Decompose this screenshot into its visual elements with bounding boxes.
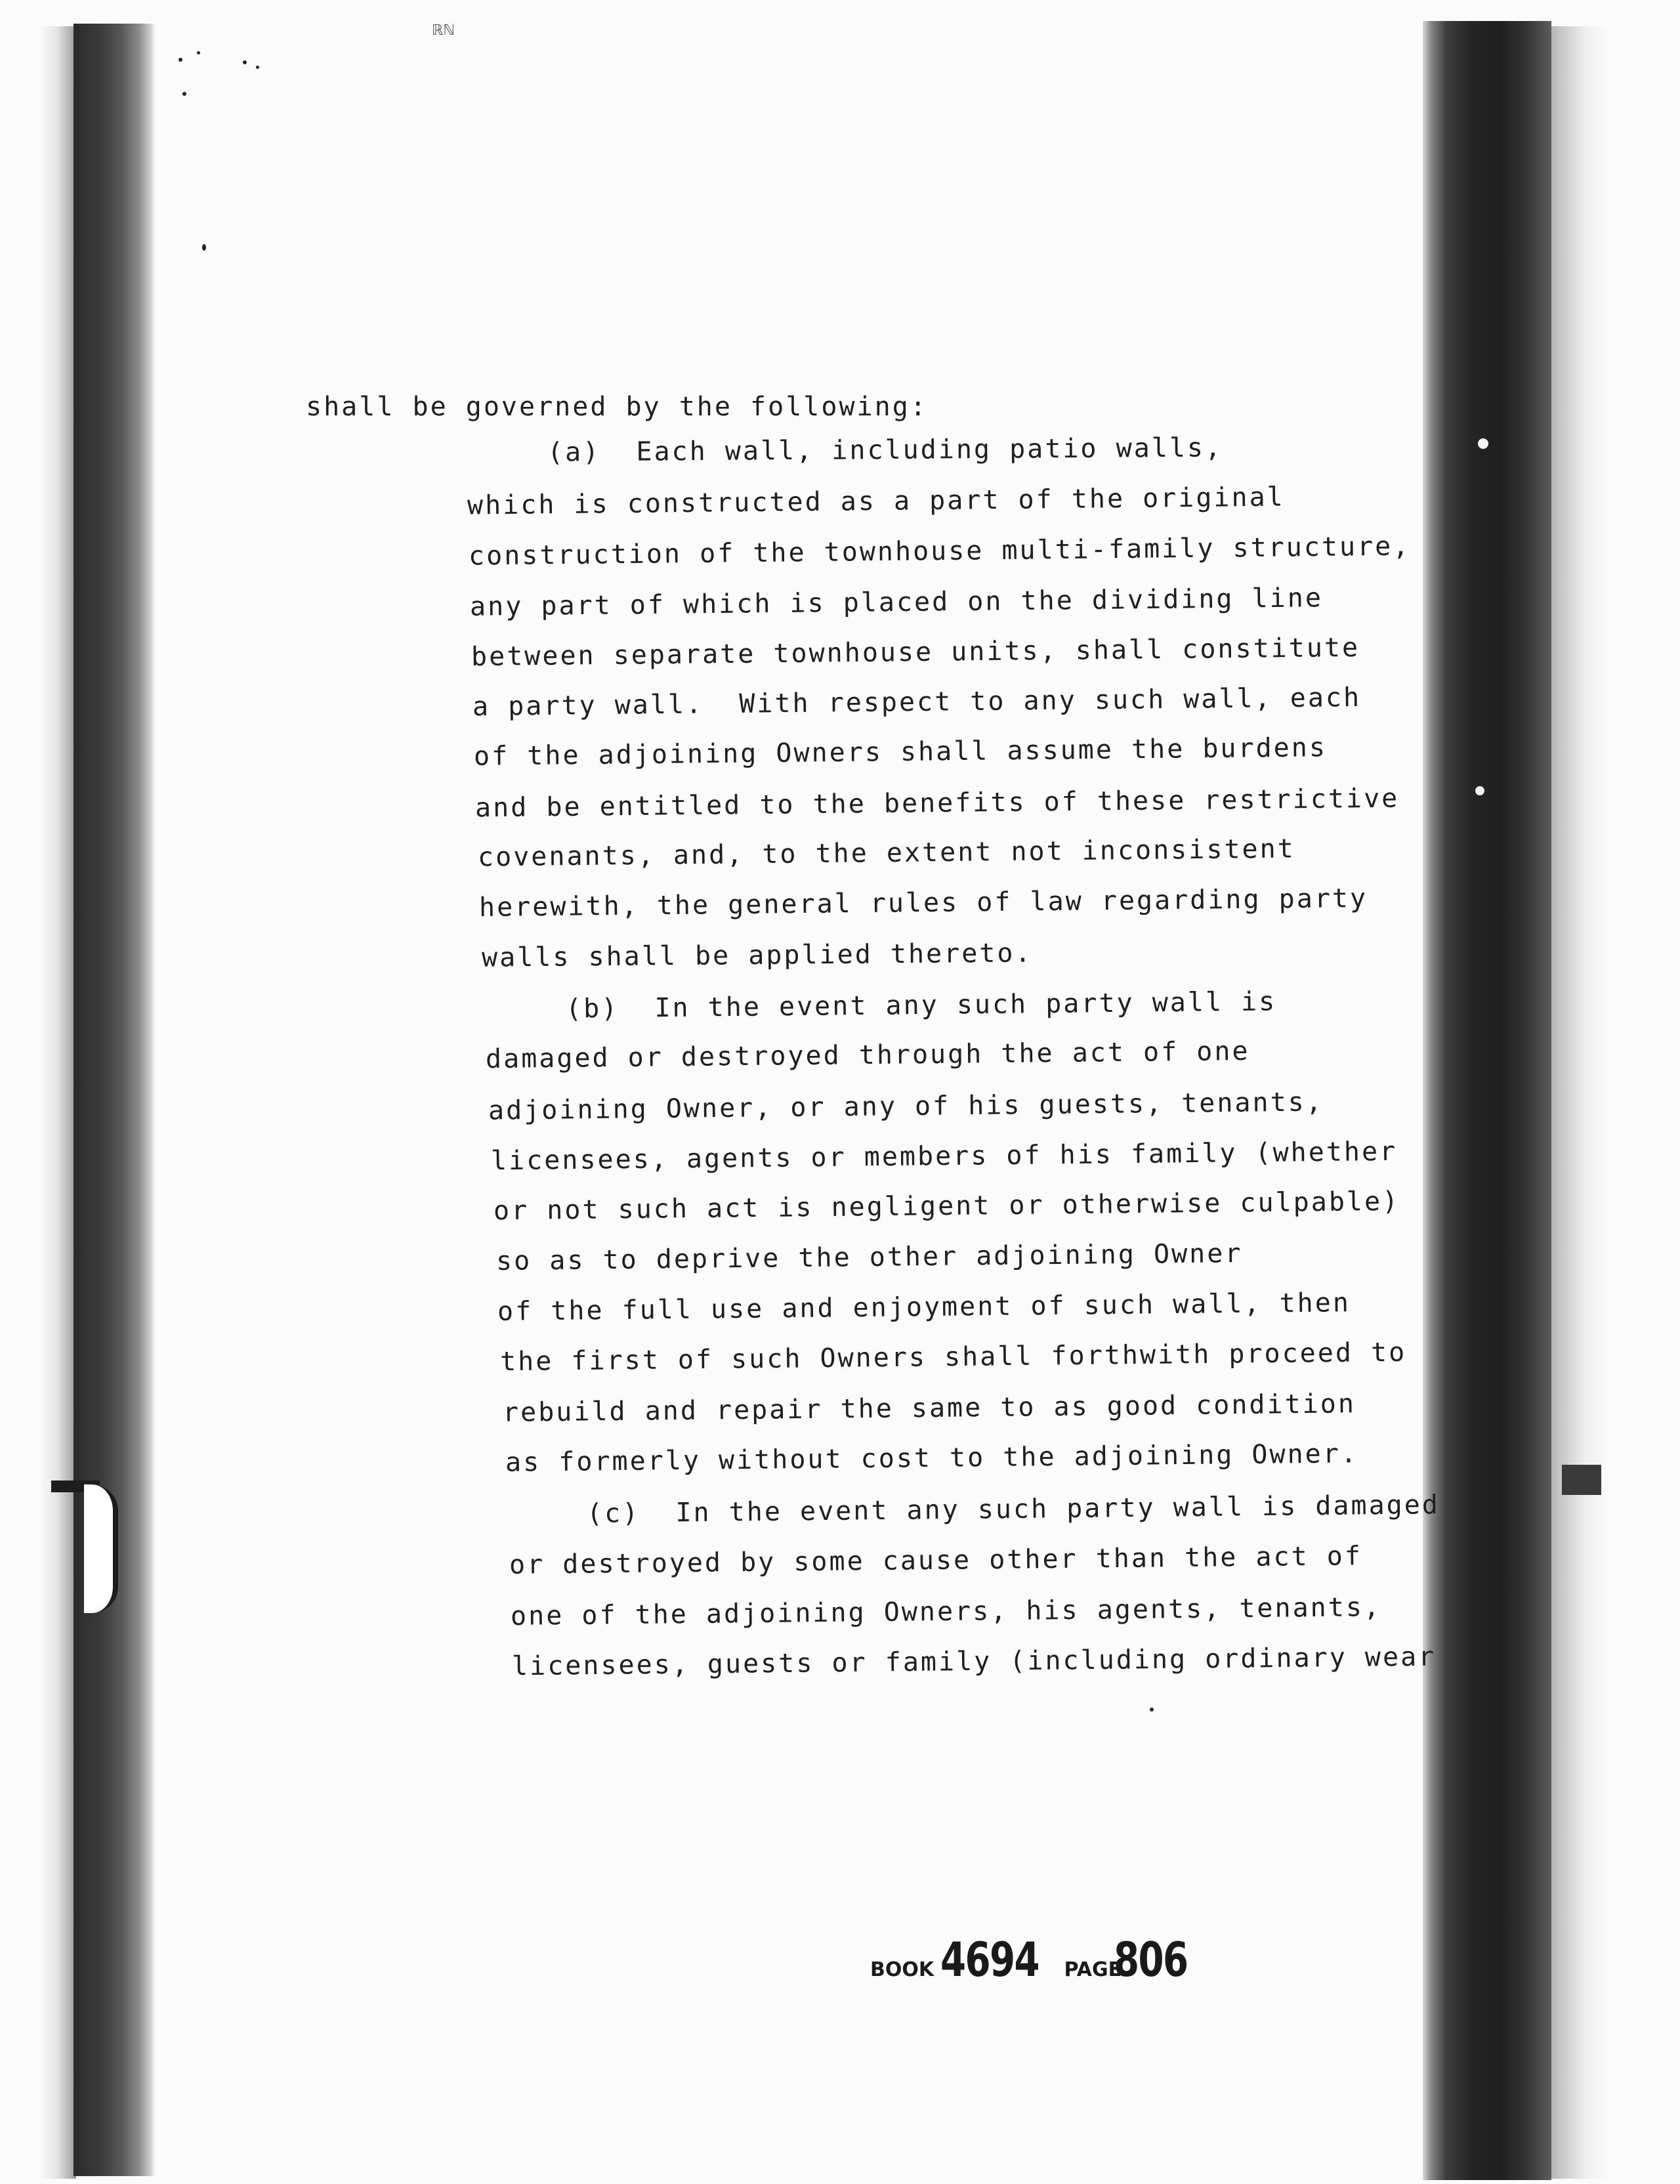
book-label: BOOK [870,1958,934,1981]
text-line: of the full use and enjoyment of such wall, then [497,1288,1351,1327]
text-line: any part of which is placed on the dividing line [469,583,1324,622]
right-binder-clip [1562,1465,1601,1495]
text-line: a party wall. With respect to any such wall, each [472,682,1362,723]
text-line: covenants, and, to the extent not inconsistent [477,833,1295,873]
book-number: 4694 [940,1932,1040,1987]
text-line: or destroyed by some cause other than the act of [509,1541,1363,1580]
text-line: so as to deprive the other adjoining Owner [495,1238,1243,1276]
text-line: between separate townhouse units, shall constitute [471,632,1360,673]
text-line: walls shall be applied thereto. [481,938,1033,973]
text-line: adjoining Owner, or any of his guests, tenants, [488,1087,1324,1126]
right-page-edge [1423,21,1551,2180]
text-line: herewith, the general rules of law regarding party [478,883,1368,923]
scan-speck [202,244,206,251]
page-label: PAGE [1064,1958,1122,1981]
text-line: one of the adjoining Owners, his agents, tenants, [510,1592,1382,1631]
left-binder-clip-ring [84,1484,118,1613]
text-line: of the adjoining Owners shall assume the burdens [473,732,1328,772]
text-line: (c) In the event any such party wall is damaged [586,1490,1440,1529]
text-line: damaged or destroyed through the act of one [485,1036,1250,1075]
scan-speck [178,58,182,62]
scan-speck [197,51,200,54]
text-line: (a) Each wall, including patio walls, [547,432,1223,468]
text-line: as formerly without cost to the adjoining Owner. [505,1438,1359,1478]
text-line: construction of the townhouse multi-family structure, [468,531,1411,572]
scan-speck [243,60,247,64]
text-line: rebuild and repair the same to as good condition [502,1389,1356,1428]
text-line: licensees, agents or members of his family (whether [490,1136,1398,1177]
top-scan-mark: ℝℕ [432,22,455,39]
scan-speck [1150,1708,1154,1712]
scan-speck [182,92,186,96]
book-page-stamp [870,1932,1208,1987]
scan-speck [256,66,259,69]
text-line: licensees, guests or family (including ordinary wear [511,1641,1437,1682]
left-scan-shadow [39,26,76,2179]
text-line: or not such act is negligent or otherwise culpable) [493,1186,1400,1227]
text-line: which is constructed as a part of the original [467,482,1285,521]
text-line: (b) In the event any such party wall is [565,986,1277,1024]
scan-speck [1475,786,1484,795]
page-number: 806 [1114,1932,1188,1987]
text-line: the first of such Owners shall forthwith proceed to [499,1337,1407,1377]
scan-speck [1478,438,1488,449]
right-scan-shadow [1549,26,1608,2179]
text-line: and be entitled to the benefits of these restrictive [474,783,1400,824]
left-page-edge [74,24,155,2176]
text-line: shall be governed by the following: [306,392,928,422]
